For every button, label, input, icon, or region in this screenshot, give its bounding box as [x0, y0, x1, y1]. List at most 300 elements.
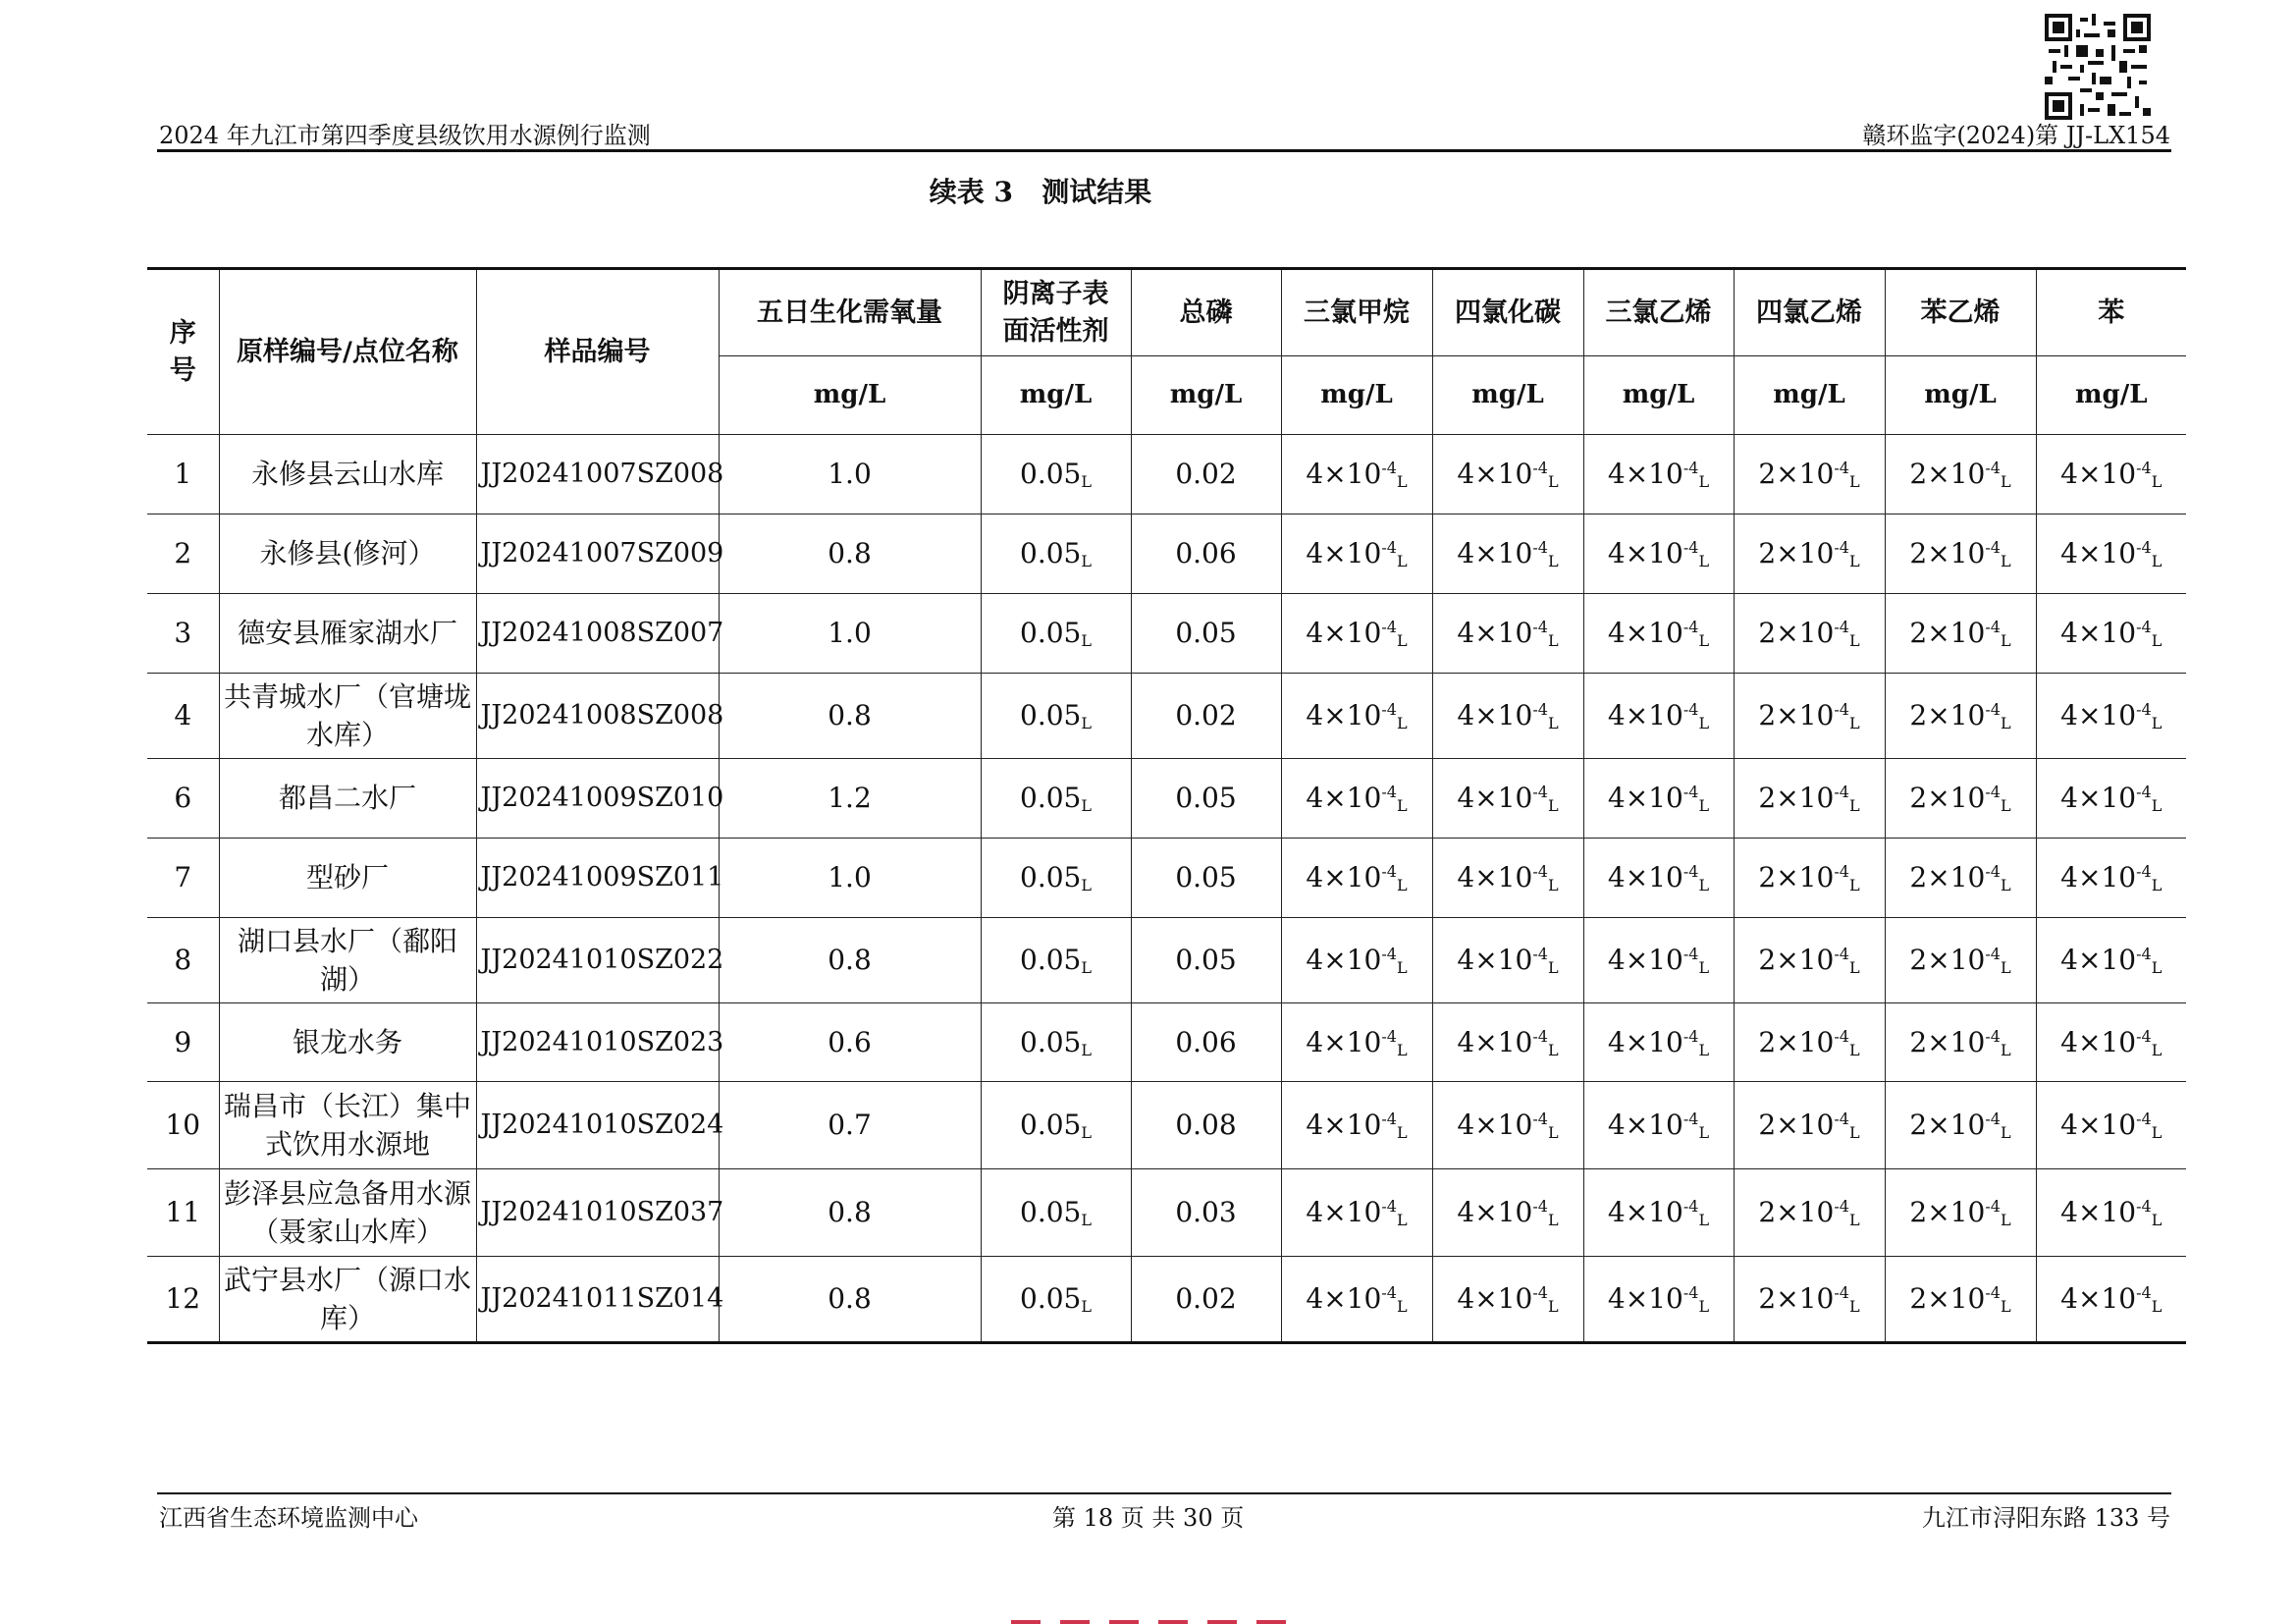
surfactant-number: 0.05	[1020, 537, 1082, 570]
bod5-value: 0.8	[719, 918, 981, 1003]
below-limit-mark: L	[1848, 876, 1860, 895]
tce-value: $4\times 10^{-4}_L$	[1583, 1257, 1734, 1343]
styrene-value: $2\times 10^{-4}_L$	[1885, 1003, 2036, 1082]
limit-exponent: -4	[1985, 1026, 2001, 1046]
row-index: 11	[147, 1169, 219, 1257]
footer-address: 九江市浔阳东路 133 号	[1921, 1504, 2170, 1532]
unit-label: mg/L	[2036, 356, 2186, 435]
below-limit-mark: L	[1848, 1123, 1860, 1143]
limit-coefficient: 4	[1607, 1282, 1626, 1316]
limit-coefficient: 4	[1457, 1196, 1475, 1229]
limit-coefficient: 2	[1758, 617, 1777, 650]
col-header-sample: 样品编号	[476, 269, 719, 435]
below-limit-mark: L	[1698, 1123, 1710, 1143]
surfactant-value	[981, 674, 1131, 759]
chloroform-value: $4\times 10^{-4}_L$	[1281, 674, 1432, 759]
styrene-value: $2\times 10^{-4}_L$	[1885, 674, 2036, 759]
row-index: 2	[147, 514, 219, 594]
below-limit-mark: L	[1396, 552, 1408, 571]
total-phosphorus-value: 0.05	[1131, 594, 1281, 674]
limit-exponent: -4	[2136, 1110, 2152, 1129]
report-number: 赣环监字(2024)第 JJ-LX154	[1862, 122, 2170, 149]
below-limit-mark: L	[1396, 472, 1408, 492]
unit-label: mg/L	[1131, 356, 1281, 435]
limit-exponent: -4	[1381, 862, 1397, 882]
limit-exponent: -4	[1834, 459, 1849, 478]
site-name: 永修县(修河）	[219, 514, 476, 594]
limit-exponent: -4	[2136, 862, 2152, 882]
limit-coefficient: 4	[2060, 944, 2078, 977]
below-limit-mark: L	[2000, 876, 2011, 895]
below-limit-mark: L	[1698, 552, 1710, 571]
header-row-names	[147, 269, 2186, 356]
limit-exponent: -4	[1985, 459, 2001, 478]
limit-exponent: -4	[1834, 1197, 1849, 1217]
pce-value: $2\times 10^{-4}_L$	[1734, 839, 1885, 918]
below-limit-mark: L	[1698, 631, 1710, 651]
table-row	[147, 1082, 2186, 1169]
limit-exponent: -4	[2136, 538, 2152, 558]
below-limit-mark: L	[2151, 714, 2163, 733]
surfactant-number: 0.05	[1020, 458, 1082, 491]
total-phosphorus-value: 0.05	[1131, 759, 1281, 839]
pce-value: $2\times 10^{-4}_L$	[1734, 435, 1885, 514]
below-limit-mark: L	[1547, 876, 1559, 895]
site-name: 德安县雁家湖水厂	[219, 594, 476, 674]
limit-exponent: -4	[1532, 459, 1548, 478]
below-limit-mark: L	[2151, 1123, 2163, 1143]
chloroform-value: $4\times 10^{-4}_L$	[1281, 759, 1432, 839]
limit-exponent: -4	[1682, 1110, 1699, 1129]
below-limit-mark: L	[1081, 796, 1092, 816]
table-row	[147, 594, 2186, 674]
limit-exponent: -4	[1682, 1283, 1699, 1303]
ccl4-value: $4\times 10^{-4}_L$	[1432, 594, 1583, 674]
limit-coefficient: 4	[1457, 699, 1475, 732]
col-header-param: 苯	[2036, 269, 2186, 356]
limit-coefficient: 2	[1758, 782, 1777, 815]
total-phosphorus-value: 0.02	[1131, 435, 1281, 514]
col-header-param: 三氯乙烯	[1583, 269, 1734, 356]
surfactant-number: 0.05	[1020, 1196, 1082, 1229]
pce-value: $2\times 10^{-4}_L$	[1734, 1257, 1885, 1343]
chloroform-value: $4\times 10^{-4}_L$	[1281, 918, 1432, 1003]
styrene-value: $2\times 10^{-4}_L$	[1885, 1082, 2036, 1169]
tce-value: $4\times 10^{-4}_L$	[1583, 839, 1734, 918]
limit-exponent: -4	[2136, 700, 2152, 720]
benzene-value: $4\times 10^{-4}_L$	[2036, 1082, 2186, 1169]
limit-coefficient: 4	[1306, 537, 1324, 570]
pce-value: $2\times 10^{-4}_L$	[1734, 1003, 1885, 1082]
limit-coefficient: 2	[1758, 699, 1777, 732]
limit-coefficient: 4	[1306, 1109, 1324, 1142]
below-limit-mark: L	[1547, 1123, 1559, 1143]
below-limit-mark: L	[1081, 631, 1092, 651]
limit-exponent: -4	[1381, 1026, 1397, 1046]
limit-exponent: -4	[1834, 1283, 1849, 1303]
sample-code: JJ20241010SZ024	[476, 1082, 719, 1169]
below-limit-mark: L	[2000, 1297, 2011, 1317]
benzene-value: $4\times 10^{-4}_L$	[2036, 674, 2186, 759]
table-row	[147, 674, 2186, 759]
site-name: 彭泽县应急备用水源（聂家山水库）	[219, 1169, 476, 1257]
limit-coefficient: 4	[2060, 699, 2078, 732]
row-index: 8	[147, 918, 219, 1003]
below-limit-mark: L	[1547, 1211, 1559, 1230]
limit-coefficient: 4	[1306, 944, 1324, 977]
limit-coefficient: 2	[1909, 782, 1928, 815]
below-limit-mark: L	[1848, 1040, 1860, 1059]
bod5-value: 0.8	[719, 1257, 981, 1343]
below-limit-mark: L	[2151, 796, 2163, 816]
below-limit-mark: L	[1081, 1211, 1092, 1230]
bod5-value: 1.2	[719, 759, 981, 839]
surfactant-value	[981, 759, 1131, 839]
unit-label: mg/L	[1281, 356, 1432, 435]
below-limit-mark: L	[1396, 876, 1408, 895]
limit-exponent: -4	[1381, 945, 1397, 964]
limit-coefficient: 2	[1758, 458, 1777, 491]
limit-exponent: -4	[1834, 1026, 1849, 1046]
limit-coefficient: 4	[2060, 537, 2078, 570]
pce-value: $2\times 10^{-4}_L$	[1734, 1169, 1885, 1257]
below-limit-mark: L	[1848, 631, 1860, 651]
limit-coefficient: 2	[1909, 944, 1928, 977]
ccl4-value: $4\times 10^{-4}_L$	[1432, 759, 1583, 839]
surfactant-value	[981, 839, 1131, 918]
below-limit-mark: L	[1396, 796, 1408, 816]
site-name: 永修县云山水库	[219, 435, 476, 514]
limit-coefficient: 4	[1457, 782, 1475, 815]
unit-label: mg/L	[1583, 356, 1734, 435]
site-name: 都昌二水厂	[219, 759, 476, 839]
unit-label: mg/L	[1432, 356, 1583, 435]
limit-exponent: -4	[1682, 1026, 1699, 1046]
limit-coefficient: 2	[1909, 699, 1928, 732]
bod5-value: 0.8	[719, 1169, 981, 1257]
styrene-value: $2\times 10^{-4}_L$	[1885, 594, 2036, 674]
below-limit-mark: L	[2000, 552, 2011, 571]
below-limit-mark: L	[1848, 958, 1860, 978]
below-limit-mark: L	[2000, 1123, 2011, 1143]
total-phosphorus-value: 0.05	[1131, 839, 1281, 918]
styrene-value: $2\times 10^{-4}_L$	[1885, 839, 2036, 918]
ccl4-value: $4\times 10^{-4}_L$	[1432, 918, 1583, 1003]
limit-exponent: -4	[1682, 1197, 1699, 1217]
limit-exponent: -4	[1834, 945, 1849, 964]
below-limit-mark: L	[2000, 472, 2011, 492]
col-header-param: 五日生化需氧量	[719, 269, 981, 356]
limit-coefficient: 4	[1306, 861, 1324, 894]
site-name: 瑞昌市（长江）集中式饮用水源地	[219, 1082, 476, 1169]
limit-exponent: -4	[1834, 1110, 1849, 1129]
limit-exponent: -4	[1532, 1197, 1548, 1217]
benzene-value: $4\times 10^{-4}_L$	[2036, 1257, 2186, 1343]
below-limit-mark: L	[2000, 1211, 2011, 1230]
tce-value: $4\times 10^{-4}_L$	[1583, 435, 1734, 514]
sample-code: JJ20241008SZ008	[476, 674, 719, 759]
below-limit-mark: L	[1081, 1297, 1092, 1317]
below-limit-mark: L	[1848, 714, 1860, 733]
sample-code: JJ20241010SZ037	[476, 1169, 719, 1257]
limit-exponent: -4	[1834, 862, 1849, 882]
site-name: 银龙水务	[219, 1003, 476, 1082]
bod5-value: 0.6	[719, 1003, 981, 1082]
below-limit-mark: L	[2151, 472, 2163, 492]
below-limit-mark: L	[2000, 958, 2011, 978]
table-title-text: 测试结果	[1041, 176, 1152, 208]
styrene-value: $2\times 10^{-4}_L$	[1885, 514, 2036, 594]
below-limit-mark: L	[1547, 1297, 1559, 1317]
limit-coefficient: 4	[2060, 617, 2078, 650]
below-limit-mark: L	[1081, 714, 1092, 733]
sample-code: JJ20241010SZ022	[476, 918, 719, 1003]
limit-coefficient: 4	[1306, 782, 1324, 815]
chloroform-value: $4\times 10^{-4}_L$	[1281, 839, 1432, 918]
limit-exponent: -4	[2136, 1283, 2152, 1303]
tce-value: $4\times 10^{-4}_L$	[1583, 514, 1734, 594]
limit-coefficient: 4	[1306, 458, 1324, 491]
below-limit-mark: L	[1848, 1297, 1860, 1317]
bod5-value: 1.0	[719, 435, 981, 514]
ccl4-value: $4\times 10^{-4}_L$	[1432, 1082, 1583, 1169]
benzene-value: $4\times 10^{-4}_L$	[2036, 918, 2186, 1003]
row-index: 6	[147, 759, 219, 839]
below-limit-mark: L	[1396, 958, 1408, 978]
total-phosphorus-value: 0.06	[1131, 514, 1281, 594]
limit-exponent: -4	[1985, 862, 2001, 882]
below-limit-mark: L	[2151, 1297, 2163, 1317]
tce-value: $4\times 10^{-4}_L$	[1583, 918, 1734, 1003]
report-header-title: 2024 年九江市第四季度县级饮用水源例行监测	[159, 122, 651, 149]
limit-coefficient: 4	[1607, 861, 1626, 894]
below-limit-mark: L	[1396, 1211, 1408, 1230]
surfactant-value	[981, 1003, 1131, 1082]
limit-exponent: -4	[1381, 459, 1397, 478]
table-row	[147, 1169, 2186, 1257]
pce-value: $2\times 10^{-4}_L$	[1734, 1082, 1885, 1169]
below-limit-mark: L	[2151, 958, 2163, 978]
below-limit-mark: L	[1848, 1211, 1860, 1230]
unit-label: mg/L	[981, 356, 1131, 435]
below-limit-mark: L	[1396, 714, 1408, 733]
limit-exponent: -4	[1682, 783, 1699, 802]
limit-coefficient: 4	[1457, 1109, 1475, 1142]
surfactant-number: 0.05	[1020, 1282, 1082, 1316]
limit-coefficient: 2	[1909, 1025, 1928, 1058]
limit-coefficient: 2	[1758, 1282, 1777, 1316]
below-limit-mark: L	[1396, 631, 1408, 651]
benzene-value: $4\times 10^{-4}_L$	[2036, 435, 2186, 514]
limit-coefficient: 2	[1758, 1025, 1777, 1058]
limit-coefficient: 4	[2060, 1282, 2078, 1316]
chloroform-value: $4\times 10^{-4}_L$	[1281, 1257, 1432, 1343]
col-header-param: 四氯乙烯	[1734, 269, 1885, 356]
limit-coefficient: 4	[1306, 1196, 1324, 1229]
row-index: 3	[147, 594, 219, 674]
footer-divider	[157, 1492, 2171, 1494]
surfactant-number: 0.05	[1020, 1109, 1082, 1142]
surfactant-value	[981, 1169, 1131, 1257]
table-row	[147, 514, 2186, 594]
limit-coefficient: 4	[1607, 782, 1626, 815]
benzene-value: $4\times 10^{-4}_L$	[2036, 839, 2186, 918]
surfactant-value	[981, 1257, 1131, 1343]
stamp-fragment	[1011, 1620, 1286, 1624]
sample-code: JJ20241009SZ011	[476, 839, 719, 918]
site-name: 湖口县水厂（鄱阳湖）	[219, 918, 476, 1003]
limit-coefficient: 4	[1457, 537, 1475, 570]
limit-exponent: -4	[1985, 1197, 2001, 1217]
bod5-value: 0.8	[719, 514, 981, 594]
limit-exponent: -4	[1532, 1110, 1548, 1129]
tce-value: $4\times 10^{-4}_L$	[1583, 1082, 1734, 1169]
limit-exponent: -4	[2136, 945, 2152, 964]
limit-coefficient: 4	[1607, 699, 1626, 732]
header-divider	[157, 149, 2171, 152]
col-header-param: 三氯甲烷	[1281, 269, 1432, 356]
surfactant-value	[981, 918, 1131, 1003]
table-title-prefix: 续表 3	[929, 176, 1013, 208]
below-limit-mark: L	[1547, 958, 1559, 978]
sample-code: JJ20241010SZ023	[476, 1003, 719, 1082]
tce-value: $4\times 10^{-4}_L$	[1583, 594, 1734, 674]
benzene-value: $4\times 10^{-4}_L$	[2036, 1169, 2186, 1257]
surfactant-number: 0.05	[1020, 944, 1082, 977]
benzene-value: $4\times 10^{-4}_L$	[2036, 759, 2186, 839]
below-limit-mark: L	[1081, 876, 1092, 895]
surfactant-value	[981, 514, 1131, 594]
site-name: 武宁县水厂（源口水库）	[219, 1257, 476, 1343]
limit-exponent: -4	[2136, 618, 2152, 637]
limit-exponent: -4	[1985, 945, 2001, 964]
below-limit-mark: L	[1698, 1040, 1710, 1059]
col-header-index: 序号	[147, 269, 219, 435]
limit-coefficient: 4	[1306, 699, 1324, 732]
ccl4-value: $4\times 10^{-4}_L$	[1432, 839, 1583, 918]
limit-coefficient: 4	[1306, 1282, 1324, 1316]
below-limit-mark: L	[1698, 1297, 1710, 1317]
limit-coefficient: 4	[2060, 861, 2078, 894]
below-limit-mark: L	[1698, 796, 1710, 816]
chloroform-value: $4\times 10^{-4}_L$	[1281, 1169, 1432, 1257]
limit-exponent: -4	[1532, 700, 1548, 720]
below-limit-mark: L	[2151, 1211, 2163, 1230]
limit-exponent: -4	[1682, 459, 1699, 478]
results-table	[147, 267, 2186, 1344]
chloroform-value: $4\times 10^{-4}_L$	[1281, 1003, 1432, 1082]
qr-code	[2045, 14, 2151, 120]
below-limit-mark: L	[1848, 552, 1860, 571]
limit-coefficient: 2	[1758, 1109, 1777, 1142]
limit-exponent: -4	[1532, 1283, 1548, 1303]
footer-organization: 江西省生态环境监测中心	[159, 1504, 418, 1532]
below-limit-mark: L	[1848, 796, 1860, 816]
limit-coefficient: 4	[1457, 944, 1475, 977]
limit-coefficient: 2	[1758, 537, 1777, 570]
chloroform-value: $4\times 10^{-4}_L$	[1281, 594, 1432, 674]
sample-code: JJ20241008SZ007	[476, 594, 719, 674]
limit-exponent: -4	[2136, 1026, 2152, 1046]
below-limit-mark: L	[2151, 552, 2163, 571]
row-index: 12	[147, 1257, 219, 1343]
surfactant-value	[981, 594, 1131, 674]
limit-exponent: -4	[1985, 1283, 2001, 1303]
limit-exponent: -4	[1381, 538, 1397, 558]
limit-exponent: -4	[1834, 618, 1849, 637]
surfactant-number: 0.05	[1020, 617, 1082, 650]
limit-coefficient: 2	[1909, 1282, 1928, 1316]
limit-exponent: -4	[1381, 783, 1397, 802]
benzene-value: $4\times 10^{-4}_L$	[2036, 594, 2186, 674]
limit-exponent: -4	[1532, 783, 1548, 802]
row-index: 1	[147, 435, 219, 514]
limit-exponent: -4	[1985, 1110, 2001, 1129]
unit-label: mg/L	[1734, 356, 1885, 435]
below-limit-mark: L	[1396, 1040, 1408, 1059]
styrene-value: $2\times 10^{-4}_L$	[1885, 435, 2036, 514]
limit-exponent: -4	[1532, 538, 1548, 558]
limit-coefficient: 4	[1457, 861, 1475, 894]
below-limit-mark: L	[1396, 1297, 1408, 1317]
limit-coefficient: 4	[1607, 458, 1626, 491]
limit-coefficient: 4	[1457, 617, 1475, 650]
below-limit-mark: L	[2000, 796, 2011, 816]
below-limit-mark: L	[1698, 714, 1710, 733]
surfactant-number: 0.05	[1020, 1025, 1082, 1058]
limit-exponent: -4	[1985, 700, 2001, 720]
limit-coefficient: 2	[1909, 1196, 1928, 1229]
limit-coefficient: 4	[1607, 1025, 1626, 1058]
below-limit-mark: L	[2000, 1040, 2011, 1059]
limit-coefficient: 4	[1457, 1025, 1475, 1058]
limit-exponent: -4	[1985, 538, 2001, 558]
total-phosphorus-value: 0.06	[1131, 1003, 1281, 1082]
limit-coefficient: 2	[1758, 944, 1777, 977]
below-limit-mark: L	[1547, 472, 1559, 492]
limit-exponent: -4	[1985, 618, 2001, 637]
ccl4-value: $4\times 10^{-4}_L$	[1432, 435, 1583, 514]
total-phosphorus-value: 0.05	[1131, 918, 1281, 1003]
below-limit-mark: L	[1698, 1211, 1710, 1230]
tce-value: $4\times 10^{-4}_L$	[1583, 1169, 1734, 1257]
col-header-param: 苯乙烯	[1885, 269, 2036, 356]
limit-coefficient: 4	[1457, 458, 1475, 491]
limit-exponent: -4	[1532, 862, 1548, 882]
tce-value: $4\times 10^{-4}_L$	[1583, 1003, 1734, 1082]
limit-exponent: -4	[2136, 783, 2152, 802]
row-index: 4	[147, 674, 219, 759]
sample-code: JJ20241011SZ014	[476, 1257, 719, 1343]
total-phosphorus-value: 0.02	[1131, 674, 1281, 759]
below-limit-mark: L	[1547, 631, 1559, 651]
table-row	[147, 759, 2186, 839]
below-limit-mark: L	[2000, 714, 2011, 733]
limit-coefficient: 4	[1306, 617, 1324, 650]
surfactant-number: 0.05	[1020, 782, 1082, 815]
site-name: 型砂厂	[219, 839, 476, 918]
chloroform-value: $4\times 10^{-4}_L$	[1281, 1082, 1432, 1169]
below-limit-mark: L	[1081, 472, 1092, 492]
chloroform-value: $4\times 10^{-4}_L$	[1281, 435, 1432, 514]
below-limit-mark: L	[1081, 1040, 1092, 1059]
below-limit-mark: L	[1848, 472, 1860, 492]
pce-value: $2\times 10^{-4}_L$	[1734, 759, 1885, 839]
below-limit-mark: L	[1698, 958, 1710, 978]
limit-exponent: -4	[1834, 700, 1849, 720]
table-row	[147, 839, 2186, 918]
col-header-param: 阴离子表面活性剂	[981, 269, 1131, 356]
